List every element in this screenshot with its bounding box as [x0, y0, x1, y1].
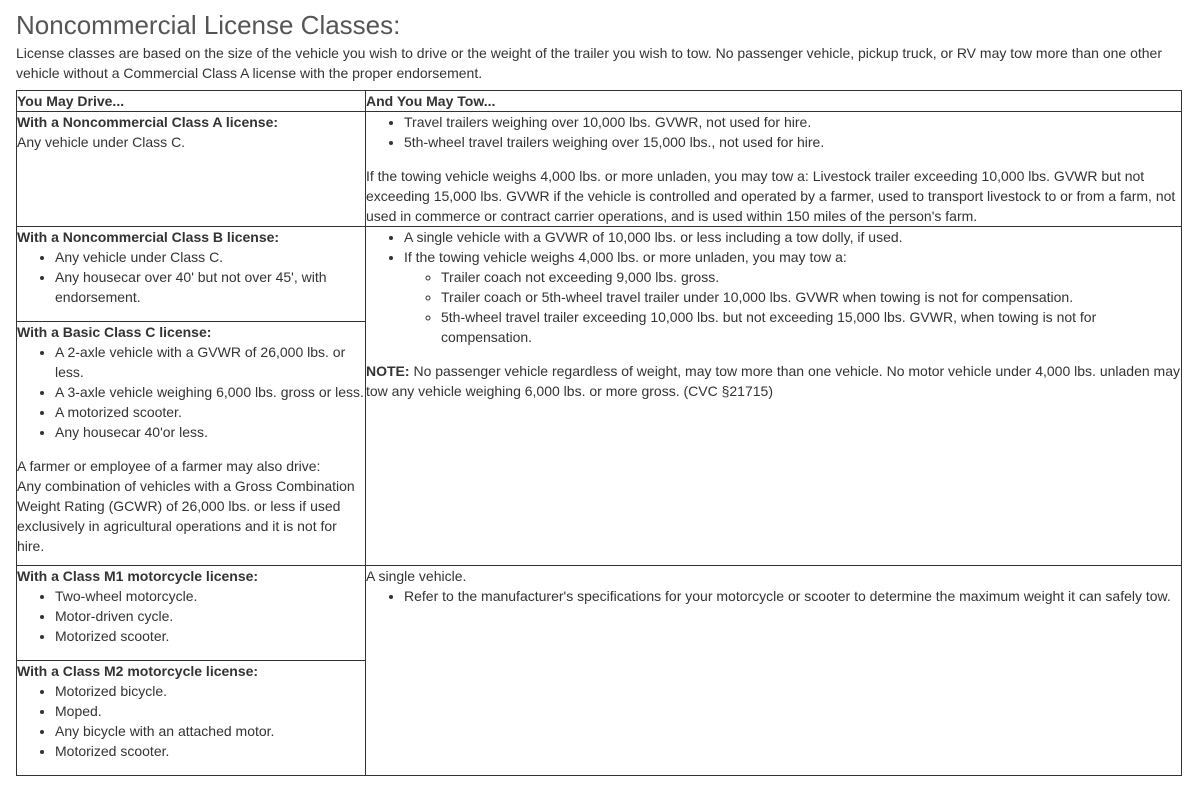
list-item: • Motorized scooter.	[55, 741, 365, 761]
class-b-drive-cell	[17, 227, 366, 322]
class-a-drive-cell	[17, 112, 366, 227]
class-b-drive-list	[17, 247, 365, 307]
list-item: • Motorized scooter.	[55, 626, 365, 646]
list-item: • Any housecar over 40' but not over 45', with endorsement.	[55, 267, 365, 307]
class-m-tow-text: A single vehicle.	[366, 568, 467, 584]
list-item: • Two-wheel motorcycle.	[55, 586, 365, 606]
list-item: • A motorized scooter.	[55, 402, 365, 422]
class-m-tow-list	[366, 586, 1181, 606]
list-item: • Motor-driven cycle.	[55, 606, 365, 626]
list-item: • Any housecar 40'or less.	[55, 422, 365, 442]
header-and-you-may-tow: And You May Tow...	[366, 91, 1182, 112]
farmer-text: Any combination of vehicles with a Gross Combination Weight Rating (GCWR) of 26,000 lbs. or less if used exclusively in agricultural operations and it is not for hire.	[17, 478, 355, 554]
table-row-class-b	[17, 227, 1182, 322]
table-row-class-m1	[17, 566, 1182, 661]
class-m1-heading: With a Class M1 motorcycle license:	[17, 568, 259, 584]
class-b-heading: With a Noncommercial Class B license:	[17, 229, 280, 245]
list-item: • Motorized bicycle.	[55, 681, 365, 701]
class-c-drive-cell	[17, 322, 366, 566]
intro-paragraph: License classes are based on the size of the vehicle you wish to drive or the weight of the trailer you wish to tow. No passenger vehicle, pickup truck, or RV may tow more than one other vehicle without a Commercial Class A license with the proper endorsement.	[16, 45, 1163, 81]
class-c-drive-list	[17, 342, 365, 442]
farmer-intro: A farmer or employee of a farmer may also drive:	[17, 458, 321, 474]
table-row-class-a	[17, 112, 1182, 227]
note-label: NOTE:	[366, 363, 410, 379]
class-a-tow-list	[366, 112, 1181, 152]
list-item: ◦ 5th-wheel travel trailer exceeding 10,000 lbs. but not exceeding 15,000 lbs. GVWR, when towing is not for compensation.	[441, 307, 1181, 347]
list-item: • Refer to the manufacturer's specifications for your motorcycle or scooter to determine the maximum weight it can safely tow.	[404, 586, 1181, 606]
class-m2-drive-cell	[17, 661, 366, 776]
class-b-tow-list	[366, 227, 1181, 347]
note-text: No passenger vehicle regardless of weight, may tow more than one vehicle. No motor vehicle under 4,000 lbs. unladen may tow any vehicle weighing 6,000 lbs. or more gross. (CVC §21715)	[366, 363, 1180, 399]
class-m-tow-cell	[366, 566, 1182, 776]
list-item: • A 2-axle vehicle with a GVWR of 26,000 lbs. or less.	[55, 342, 365, 382]
class-a-drive-text: Any vehicle under Class C.	[17, 134, 186, 150]
list-item: ◦ Trailer coach or 5th-wheel travel trailer under 10,000 lbs. GVWR when towing is not for compensation.	[441, 287, 1181, 307]
license-classes-table	[16, 90, 1182, 776]
class-m2-heading: With a Class M2 motorcycle license:	[17, 663, 259, 679]
class-c-heading: With a Basic Class C license:	[17, 324, 212, 340]
vehicle-note	[366, 361, 1181, 401]
class-m1-drive-list	[17, 586, 365, 646]
header-you-may-drive: You May Drive...	[17, 91, 366, 112]
list-item	[404, 247, 1181, 347]
list-item: • Travel trailers weighing over 10,000 lbs. GVWR, not used for hire.	[404, 112, 1181, 132]
class-b-c-tow-cell	[366, 227, 1182, 566]
list-item: • Any bicycle with an attached motor.	[55, 721, 365, 741]
list-item: • A 3-axle vehicle weighing 6,000 lbs. gross or less.	[55, 382, 365, 402]
table-header-row	[17, 91, 1182, 112]
list-item: • Any vehicle under Class C.	[55, 247, 365, 267]
class-a-heading: With a Noncommercial Class A license:	[17, 114, 279, 130]
class-m2-drive-list	[17, 681, 365, 761]
class-a-livestock-note: If the towing vehicle weighs 4,000 lbs. or more unladen, you may tow a: Livestock trailer exceeding 10,000 lbs. GVWR but not exceeding 15,000 lbs. GVWR if the vehicle is controlled and operated by a farmer, used to transport livestock to or from a farm, not used in commerce or contract carrier operations, and is used within 150 miles of the person's farm.	[366, 168, 1176, 224]
class-a-tow-cell	[366, 112, 1182, 227]
class-b-tow-condition: If the towing vehicle weighs 4,000 lbs. or more unladen, you may tow a:	[404, 249, 847, 265]
class-b-tow-sublist	[404, 267, 1181, 347]
class-m1-drive-cell	[17, 566, 366, 661]
list-item: • 5th-wheel travel trailers weighing over 15,000 lbs., not used for hire.	[404, 132, 1181, 152]
list-item: ◦ Trailer coach not exceeding 9,000 lbs. gross.	[441, 267, 1181, 287]
list-item: • A single vehicle with a GVWR of 10,000 lbs. or less including a tow dolly, if used.	[404, 227, 1181, 247]
list-item: • Moped.	[55, 701, 365, 721]
page-title: Noncommercial License Classes:	[16, 10, 401, 40]
